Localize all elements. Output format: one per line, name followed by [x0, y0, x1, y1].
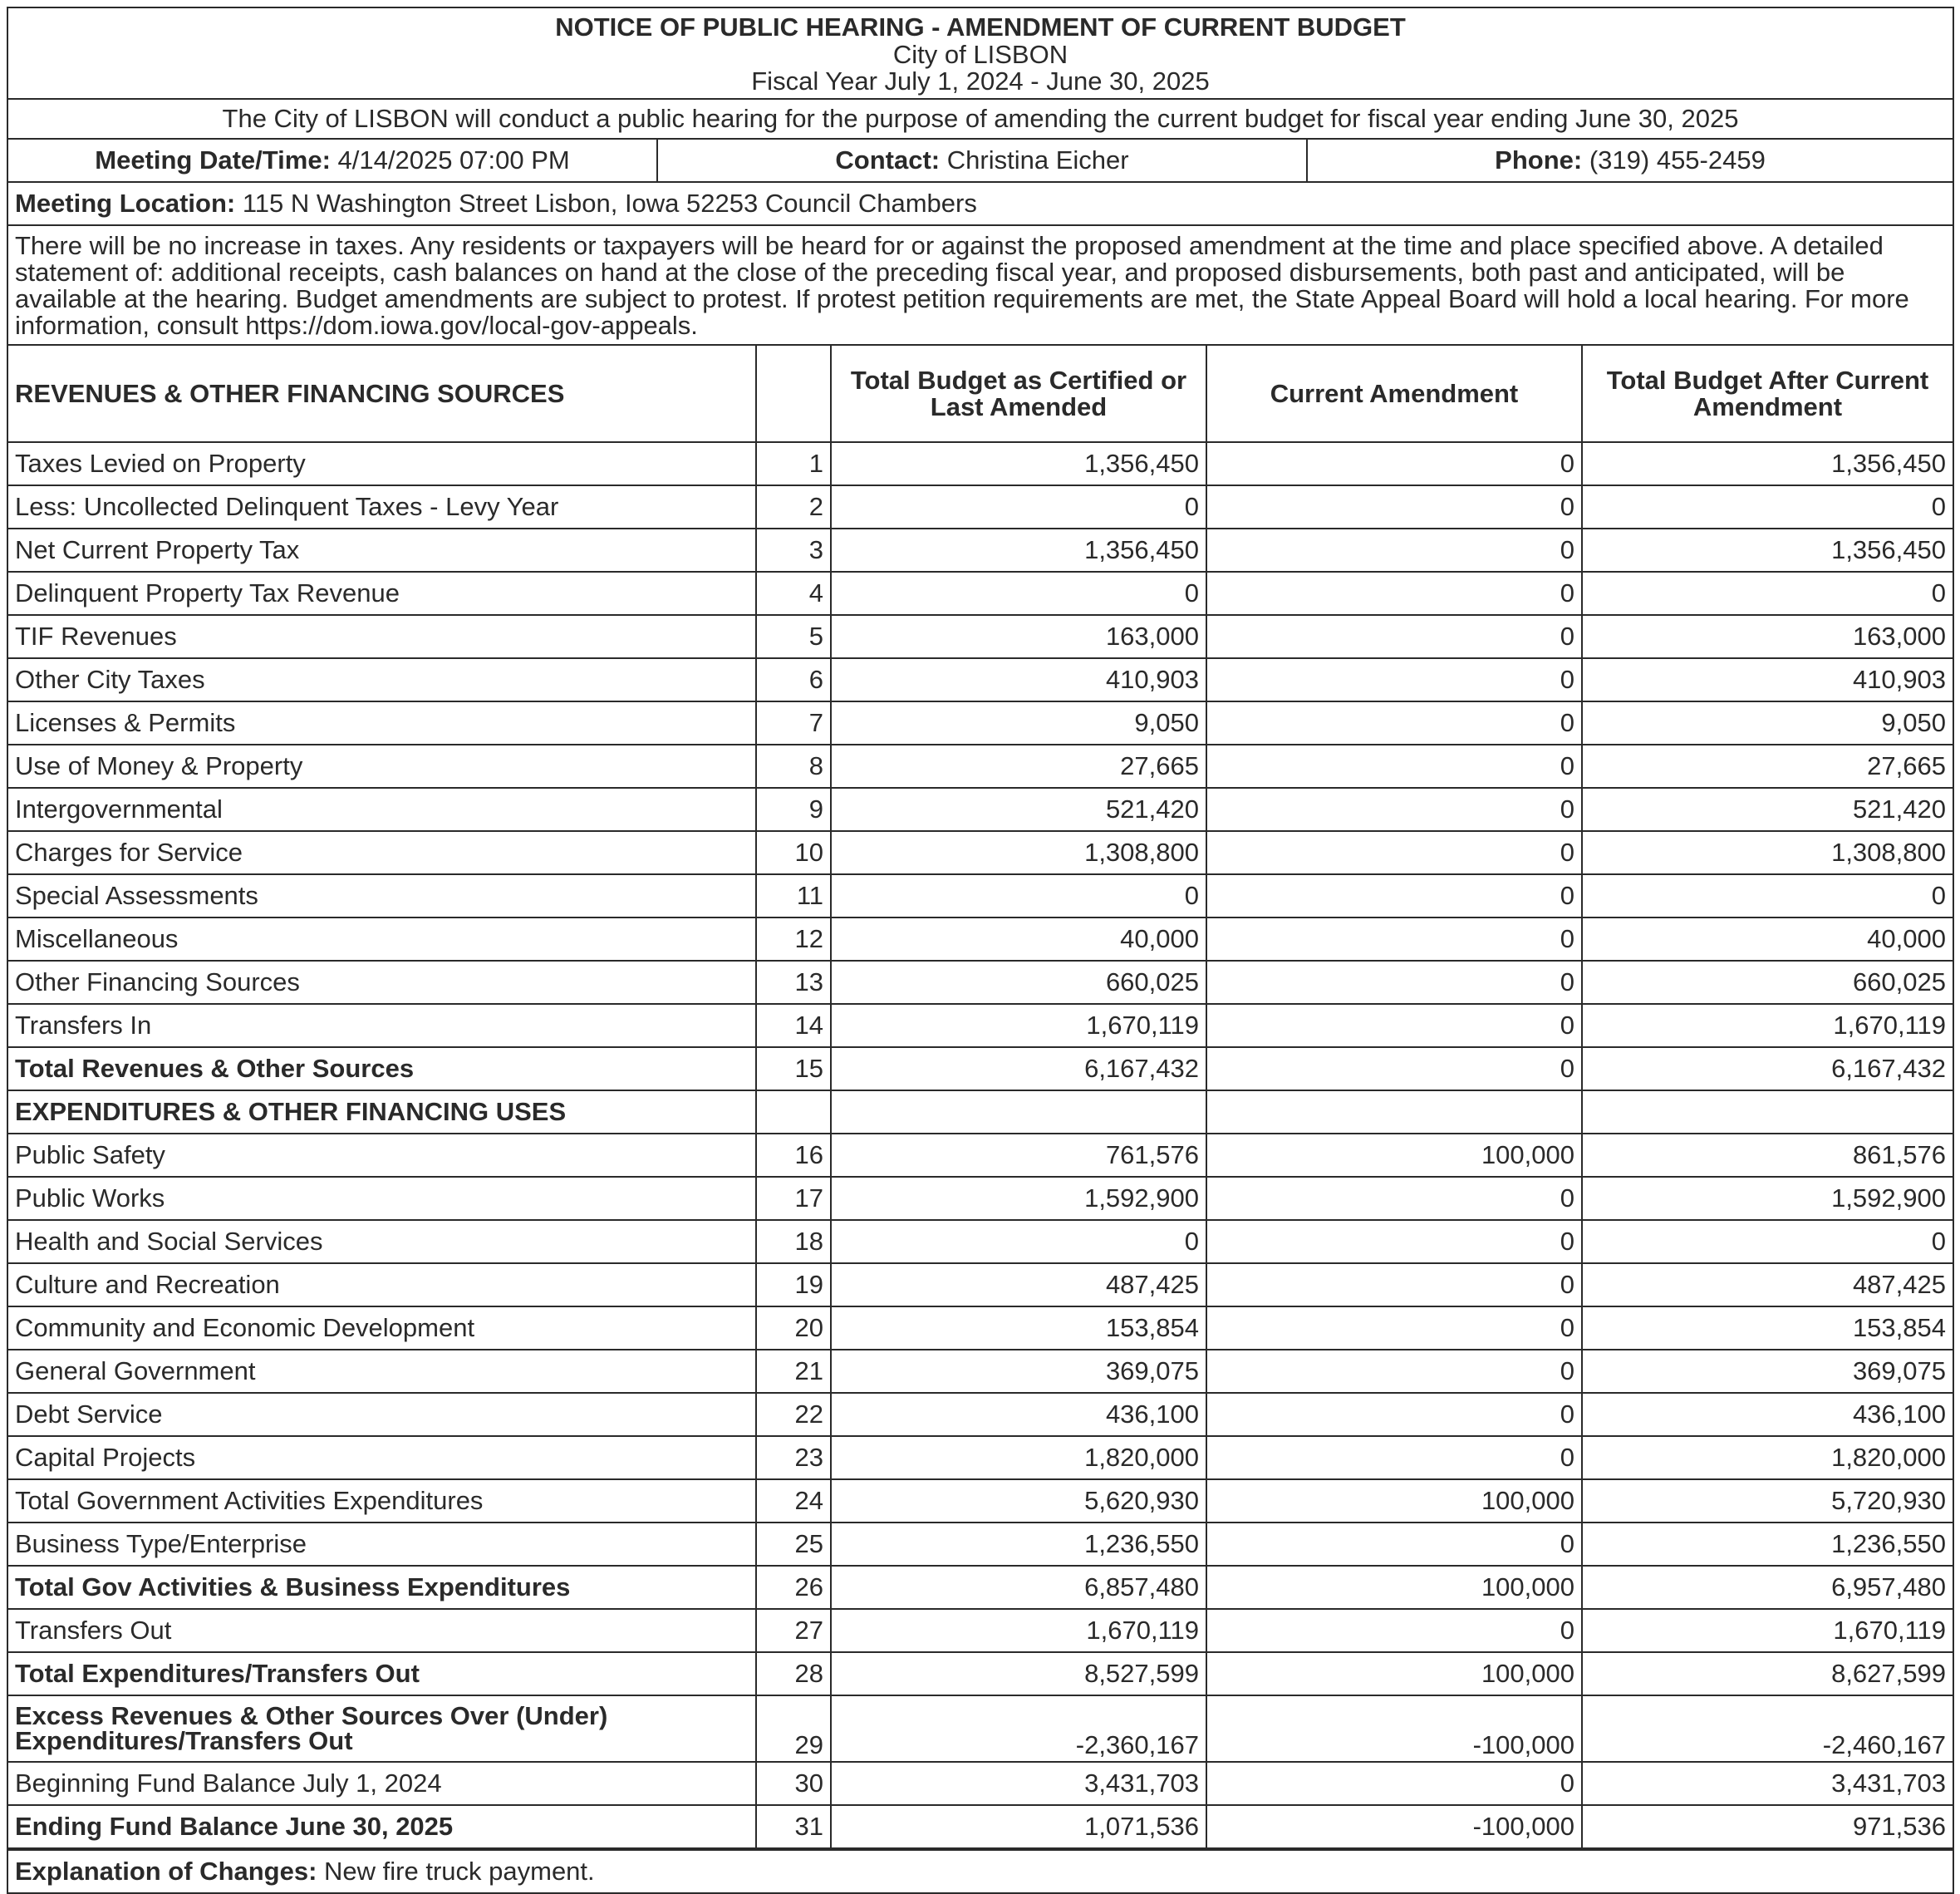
row-amendment-value: 0 — [1206, 874, 1582, 917]
row-amendment-value: 0 — [1206, 442, 1582, 485]
row-label: Charges for Service — [8, 831, 756, 874]
table-row — [8, 917, 1953, 961]
row-after-value: 8,627,599 — [1582, 1652, 1953, 1695]
row-label: Public Safety — [8, 1134, 756, 1177]
row-after-value: 1,356,450 — [1582, 529, 1953, 572]
row-certified-value: 1,356,450 — [831, 529, 1206, 572]
row-line-number: 3 — [756, 529, 831, 572]
row-certified-value: 5,620,930 — [831, 1479, 1206, 1523]
row-certified-value: 1,071,536 — [831, 1805, 1206, 1848]
row-after-value: 369,075 — [1582, 1350, 1953, 1393]
budget-notice — [7, 7, 1954, 1894]
meeting-phone — [1308, 140, 1953, 181]
table-row — [8, 1220, 1953, 1263]
revenues-section-heading: REVENUES & OTHER FINANCING SOURCES — [8, 346, 756, 442]
row-after-value: 487,425 — [1582, 1263, 1953, 1306]
table-row — [8, 1609, 1953, 1652]
table-row — [8, 1177, 1953, 1220]
budget-table-header — [8, 346, 1953, 442]
meeting-contact — [658, 140, 1308, 181]
row-label: Health and Social Services — [8, 1220, 756, 1263]
table-row — [8, 1047, 1953, 1090]
explanation-of-changes — [8, 1849, 1953, 1892]
row-label: Miscellaneous — [8, 917, 756, 961]
row-after-value: 0 — [1582, 1220, 1953, 1263]
explanation-value: New fire truck payment. — [324, 1857, 595, 1886]
row-line-number: 10 — [756, 831, 831, 874]
empty-cell — [756, 1090, 831, 1134]
table-row — [8, 1479, 1953, 1523]
row-amendment-value: -100,000 — [1206, 1805, 1582, 1848]
row-line-number: 9 — [756, 788, 831, 831]
row-after-value: 9,050 — [1582, 701, 1953, 745]
table-row — [8, 1695, 1953, 1762]
row-label: Other City Taxes — [8, 658, 756, 701]
empty-cell — [1582, 1090, 1953, 1134]
phone-value: (319) 455-2459 — [1589, 145, 1766, 175]
meeting-datetime-label: Meeting Date/Time: — [95, 145, 331, 175]
amendment-column-header: Current Amendment — [1206, 346, 1582, 442]
row-label: Other Financing Sources — [8, 961, 756, 1004]
row-amendment-value: 0 — [1206, 745, 1582, 788]
row-amendment-value: 0 — [1206, 529, 1582, 572]
row-line-number: 19 — [756, 1263, 831, 1306]
row-certified-value: 0 — [831, 485, 1206, 529]
row-line-number: 1 — [756, 442, 831, 485]
row-label: Taxes Levied on Property — [8, 442, 756, 485]
row-after-value: 1,592,900 — [1582, 1177, 1953, 1220]
row-amendment-value: 0 — [1206, 1263, 1582, 1306]
row-after-value: 1,356,450 — [1582, 442, 1953, 485]
row-after-value: 660,025 — [1582, 961, 1953, 1004]
row-amendment-value: 0 — [1206, 1350, 1582, 1393]
notice-title: NOTICE OF PUBLIC HEARING - AMENDMENT OF CURRENT BUDGET — [555, 12, 1406, 42]
row-label: Intergovernmental — [8, 788, 756, 831]
table-row — [8, 1134, 1953, 1177]
row-after-value: 5,720,930 — [1582, 1479, 1953, 1523]
row-certified-value: 1,670,119 — [831, 1004, 1206, 1047]
row-amendment-value: 100,000 — [1206, 1652, 1582, 1695]
row-amendment-value: 0 — [1206, 831, 1582, 874]
row-after-value: 436,100 — [1582, 1393, 1953, 1436]
row-line-number: 6 — [756, 658, 831, 701]
row-certified-value: -2,360,167 — [831, 1695, 1206, 1762]
phone-label: Phone: — [1495, 145, 1583, 175]
row-label: Delinquent Property Tax Revenue — [8, 572, 756, 615]
row-line-number: 20 — [756, 1306, 831, 1350]
row-label: Excess Revenues & Other Sources Over (Under) Expenditures/Transfers Out — [8, 1695, 756, 1762]
after-amendment-column-header: Total Budget After Current Amendment — [1582, 346, 1953, 442]
row-after-value: 40,000 — [1582, 917, 1953, 961]
row-label: Total Revenues & Other Sources — [8, 1047, 756, 1090]
meeting-info — [8, 140, 1953, 183]
row-amendment-value: 100,000 — [1206, 1134, 1582, 1177]
row-line-number: 27 — [756, 1609, 831, 1652]
row-amendment-value: 0 — [1206, 1393, 1582, 1436]
row-amendment-value: 0 — [1206, 1306, 1582, 1350]
table-row — [8, 961, 1953, 1004]
row-amendment-value: 0 — [1206, 788, 1582, 831]
row-certified-value: 761,576 — [831, 1134, 1206, 1177]
row-certified-value: 660,025 — [831, 961, 1206, 1004]
budget-table — [8, 346, 1953, 1849]
row-label: Beginning Fund Balance July 1, 2024 — [8, 1762, 756, 1805]
row-certified-value: 410,903 — [831, 658, 1206, 701]
row-after-value: 971,536 — [1582, 1805, 1953, 1848]
row-line-number: 4 — [756, 572, 831, 615]
row-after-value: 0 — [1582, 572, 1953, 615]
row-label: Transfers In — [8, 1004, 756, 1047]
table-row — [8, 1263, 1953, 1306]
table-row — [8, 1762, 1953, 1805]
location-label: Meeting Location: — [15, 189, 236, 218]
hearing-purpose: The City of LISBON will conduct a public hearing for the purpose of amending the current budget for fiscal year ending June 30, 2025 — [8, 100, 1953, 140]
row-line-number: 24 — [756, 1479, 831, 1523]
table-row — [8, 1350, 1953, 1393]
contact-label: Contact: — [835, 145, 941, 175]
row-certified-value: 27,665 — [831, 745, 1206, 788]
row-amendment-value: 0 — [1206, 1436, 1582, 1479]
table-row — [8, 701, 1953, 745]
row-line-number: 14 — [756, 1004, 831, 1047]
row-amendment-value: 0 — [1206, 961, 1582, 1004]
row-certified-value: 1,236,550 — [831, 1523, 1206, 1566]
row-label: Use of Money & Property — [8, 745, 756, 788]
row-after-value: 1,236,550 — [1582, 1523, 1953, 1566]
row-certified-value: 40,000 — [831, 917, 1206, 961]
row-line-number: 31 — [756, 1805, 831, 1848]
row-amendment-value: 0 — [1206, 1609, 1582, 1652]
row-after-value: 1,820,000 — [1582, 1436, 1953, 1479]
table-row — [8, 1393, 1953, 1436]
row-line-number: 11 — [756, 874, 831, 917]
row-after-value: 410,903 — [1582, 658, 1953, 701]
row-amendment-value: 0 — [1206, 1047, 1582, 1090]
row-label: Licenses & Permits — [8, 701, 756, 745]
row-certified-value: 3,431,703 — [831, 1762, 1206, 1805]
revenue-rows — [8, 442, 1953, 1090]
row-label: Debt Service — [8, 1393, 756, 1436]
city-name: City of LISBON — [892, 40, 1068, 69]
certified-column-header: Total Budget as Certified or Last Amended — [831, 346, 1206, 442]
empty-cell — [1206, 1090, 1582, 1134]
row-line-number: 30 — [756, 1762, 831, 1805]
notice-header — [8, 8, 1953, 100]
row-certified-value: 163,000 — [831, 615, 1206, 658]
meeting-datetime — [8, 140, 658, 181]
row-certified-value: 6,857,480 — [831, 1566, 1206, 1609]
row-certified-value: 1,592,900 — [831, 1177, 1206, 1220]
expenditure-rows — [8, 1134, 1953, 1848]
row-certified-value: 436,100 — [831, 1393, 1206, 1436]
row-after-value: 1,670,119 — [1582, 1004, 1953, 1047]
row-after-value: 3,431,703 — [1582, 1762, 1953, 1805]
row-after-value: 27,665 — [1582, 745, 1953, 788]
row-amendment-value: 0 — [1206, 615, 1582, 658]
row-amendment-value: -100,000 — [1206, 1695, 1582, 1762]
row-label: Community and Economic Development — [8, 1306, 756, 1350]
table-row — [8, 1805, 1953, 1848]
table-row — [8, 658, 1953, 701]
row-after-value: 0 — [1582, 874, 1953, 917]
row-certified-value: 6,167,432 — [831, 1047, 1206, 1090]
notice-paragraph: There will be no increase in taxes. Any residents or taxpayers will be heard for or against the proposed amendment at the time and place specified above. A detailed statement of: additional receipts, cash balances on hand at the close of the preceding fiscal year, and proposed disbursements, both past and anticipated, will be available at the hearing. Budget amendments are subject to protest. If protest petition requirements are met, the State Appeal Board will hold a local hearing. For more information, consult https://dom.iowa.gov/local-gov-appeals. — [8, 226, 1953, 346]
row-line-number: 29 — [756, 1695, 831, 1762]
explanation-label: Explanation of Changes: — [15, 1857, 317, 1886]
table-row — [8, 874, 1953, 917]
row-amendment-value: 0 — [1206, 1220, 1582, 1263]
row-after-value: 1,670,119 — [1582, 1609, 1953, 1652]
row-certified-value: 0 — [831, 572, 1206, 615]
location-value: 115 N Washington Street Lisbon, Iowa 52253 Council Chambers — [242, 189, 977, 218]
table-row — [8, 1652, 1953, 1695]
row-amendment-value: 0 — [1206, 701, 1582, 745]
row-certified-value: 0 — [831, 1220, 1206, 1263]
row-certified-value: 1,308,800 — [831, 831, 1206, 874]
row-label: Total Government Activities Expenditures — [8, 1479, 756, 1523]
row-after-value: 0 — [1582, 485, 1953, 529]
row-line-number: 13 — [756, 961, 831, 1004]
row-line-number: 12 — [756, 917, 831, 961]
row-line-number: 7 — [756, 701, 831, 745]
row-line-number: 22 — [756, 1393, 831, 1436]
row-certified-value: 369,075 — [831, 1350, 1206, 1393]
row-amendment-value: 0 — [1206, 658, 1582, 701]
table-row — [8, 788, 1953, 831]
row-line-number: 25 — [756, 1523, 831, 1566]
row-label: Transfers Out — [8, 1609, 756, 1652]
row-after-value: 861,576 — [1582, 1134, 1953, 1177]
table-row — [8, 572, 1953, 615]
expenditures-section — [8, 1090, 1953, 1134]
row-after-value: 1,308,800 — [1582, 831, 1953, 874]
row-amendment-value: 100,000 — [1206, 1566, 1582, 1609]
row-label: Ending Fund Balance June 30, 2025 — [8, 1805, 756, 1848]
table-row — [8, 442, 1953, 485]
row-amendment-value: 0 — [1206, 1523, 1582, 1566]
row-line-number: 18 — [756, 1220, 831, 1263]
row-line-number: 23 — [756, 1436, 831, 1479]
table-row — [8, 529, 1953, 572]
expenditures-section-heading: EXPENDITURES & OTHER FINANCING USES — [8, 1090, 756, 1134]
table-row — [8, 1523, 1953, 1566]
row-label: Less: Uncollected Delinquent Taxes - Levy Year — [8, 485, 756, 529]
table-row — [8, 745, 1953, 788]
row-label: TIF Revenues — [8, 615, 756, 658]
row-certified-value: 1,820,000 — [831, 1436, 1206, 1479]
meeting-location — [8, 183, 1953, 226]
row-certified-value: 487,425 — [831, 1263, 1206, 1306]
row-certified-value: 1,356,450 — [831, 442, 1206, 485]
row-line-number: 8 — [756, 745, 831, 788]
row-certified-value: 9,050 — [831, 701, 1206, 745]
row-after-value: -2,460,167 — [1582, 1695, 1953, 1762]
row-line-number: 21 — [756, 1350, 831, 1393]
row-amendment-value: 0 — [1206, 1762, 1582, 1805]
empty-cell — [831, 1090, 1206, 1134]
row-line-number: 17 — [756, 1177, 831, 1220]
table-row — [8, 485, 1953, 529]
table-row — [8, 831, 1953, 874]
row-after-value: 153,854 — [1582, 1306, 1953, 1350]
row-certified-value: 8,527,599 — [831, 1652, 1206, 1695]
row-certified-value: 521,420 — [831, 788, 1206, 831]
row-after-value: 163,000 — [1582, 615, 1953, 658]
row-amendment-value: 0 — [1206, 485, 1582, 529]
row-line-number: 28 — [756, 1652, 831, 1695]
row-label: Business Type/Enterprise — [8, 1523, 756, 1566]
row-label: Special Assessments — [8, 874, 756, 917]
row-label: Total Expenditures/Transfers Out — [8, 1652, 756, 1695]
table-row — [8, 1566, 1953, 1609]
row-label: Culture and Recreation — [8, 1263, 756, 1306]
row-line-number: 5 — [756, 615, 831, 658]
row-certified-value: 0 — [831, 874, 1206, 917]
fiscal-year: Fiscal Year July 1, 2024 - June 30, 2025 — [751, 66, 1210, 96]
row-certified-value: 153,854 — [831, 1306, 1206, 1350]
row-amendment-value: 100,000 — [1206, 1479, 1582, 1523]
row-amendment-value: 0 — [1206, 917, 1582, 961]
row-amendment-value: 0 — [1206, 1177, 1582, 1220]
line-number-header — [756, 346, 831, 442]
row-after-value: 521,420 — [1582, 788, 1953, 831]
table-row — [8, 615, 1953, 658]
table-row — [8, 1306, 1953, 1350]
row-line-number: 15 — [756, 1047, 831, 1090]
meeting-datetime-value: 4/14/2025 07:00 PM — [337, 145, 570, 175]
row-label: Total Gov Activities & Business Expenditures — [8, 1566, 756, 1609]
row-line-number: 26 — [756, 1566, 831, 1609]
row-line-number: 2 — [756, 485, 831, 529]
row-label: General Government — [8, 1350, 756, 1393]
row-label: Public Works — [8, 1177, 756, 1220]
row-amendment-value: 0 — [1206, 1004, 1582, 1047]
table-row — [8, 1004, 1953, 1047]
row-label: Capital Projects — [8, 1436, 756, 1479]
row-certified-value: 1,670,119 — [831, 1609, 1206, 1652]
contact-value: Christina Eicher — [946, 145, 1129, 175]
row-after-value: 6,957,480 — [1582, 1566, 1953, 1609]
row-after-value: 6,167,432 — [1582, 1047, 1953, 1090]
expenditures-section-row — [8, 1090, 1953, 1134]
row-label: Net Current Property Tax — [8, 529, 756, 572]
row-line-number: 16 — [756, 1134, 831, 1177]
table-row — [8, 1436, 1953, 1479]
row-amendment-value: 0 — [1206, 572, 1582, 615]
